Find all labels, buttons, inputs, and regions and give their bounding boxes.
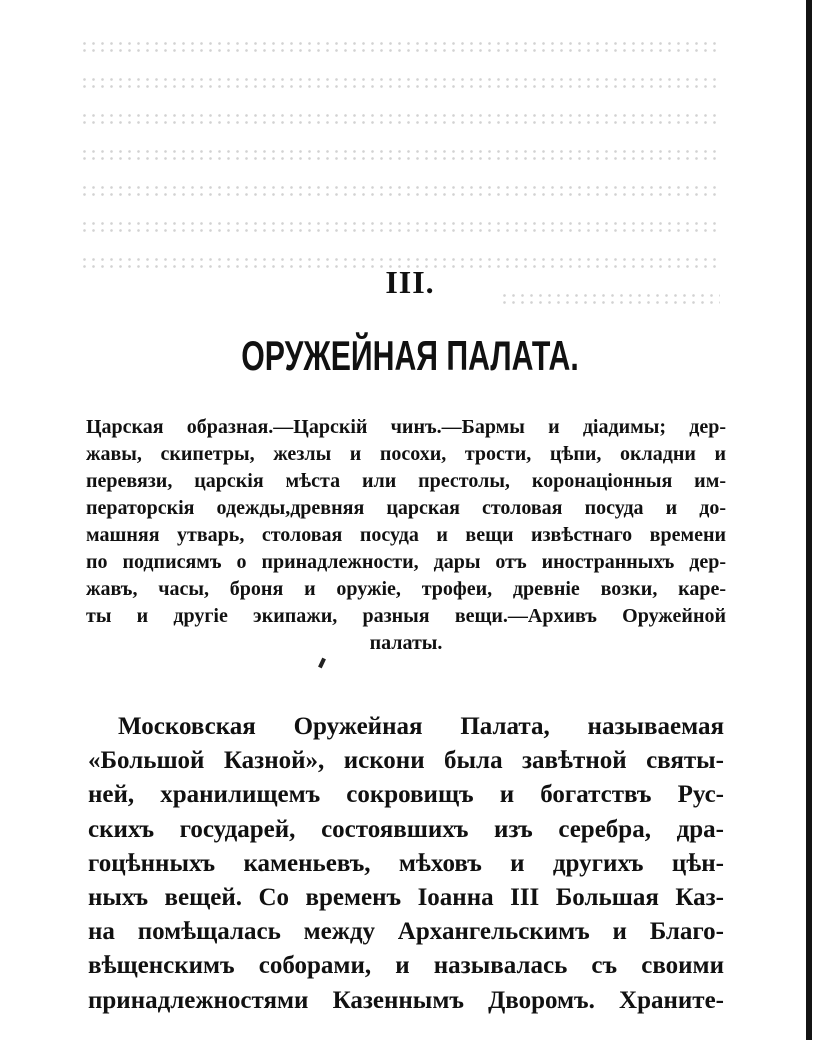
body-line: «Большой Казной», искони была завѣтной святы- xyxy=(88,747,724,775)
summary-line: перевязи, царскія мѣста или престолы, коронаціонныя им- xyxy=(86,470,726,492)
summary-line: по подписямъ о принадлежности, дары отъ иностранныхъ дер- xyxy=(86,551,726,573)
body-line: гоцѣнныхъ каменьевъ, мѣховъ и другихъ цѣн- xyxy=(88,849,724,877)
body-line: принадлежностями Казеннымъ Дворомъ. Храните- xyxy=(88,986,724,1014)
chapter-summary xyxy=(86,414,726,657)
summary-line: жавы, скипетры, жезлы и посохи, трости, цѣпи, окладни и xyxy=(86,443,726,465)
body-line: Московская Оружейная Палата, называемая xyxy=(118,713,724,740)
body-line: вѣщенскимъ соборами, и называлась съ своими xyxy=(88,952,724,980)
summary-line: машняя утварь, столовая посуда и вещи извѣстнаго времени xyxy=(86,524,726,546)
body-line: скихъ государей, состоявшихъ изъ серебра, дра- xyxy=(88,815,724,843)
body-line: на помѣщалась между Архангельскимъ и Благо- xyxy=(88,918,724,946)
stray-ink-mark xyxy=(318,658,326,669)
section-number: III. xyxy=(385,264,435,300)
body-line: ныхъ вещей. Со временъ Іоанна III Большая Каз- xyxy=(88,884,724,912)
body-paragraph xyxy=(88,710,724,1018)
summary-line: Царская образная.—Царскій чинъ.—Бармы и діадимы; дер- xyxy=(86,416,726,438)
summary-line: палаты. xyxy=(369,632,443,654)
summary-line: жавъ, часы, броня и оружіе, трофеи, древніе возки, каре- xyxy=(86,578,726,600)
summary-line: ты и другіе экипажи, разныя вещи.—Архивъ Оружейной xyxy=(86,605,726,627)
body-line: ней, хранилищемъ сокровищъ и богатствъ Рус- xyxy=(88,781,724,809)
chapter-title: ОРУЖЕЙНАЯ ПАЛАТА. xyxy=(241,332,579,379)
summary-line: ператорскія одежды,древняя царская столовая посуда и до- xyxy=(86,497,726,519)
page-edge-rule xyxy=(806,0,812,1040)
